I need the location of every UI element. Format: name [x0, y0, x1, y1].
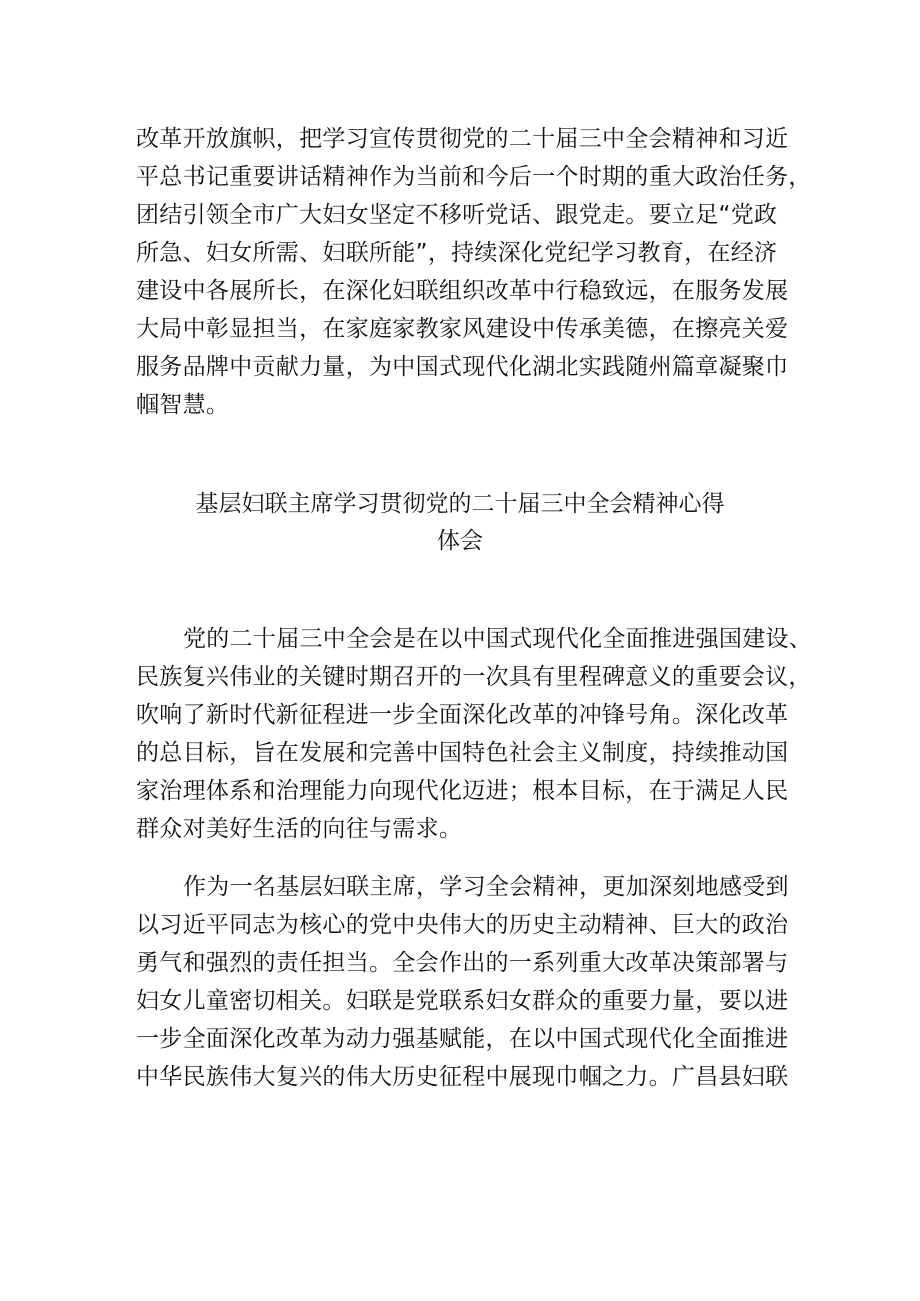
paragraph-line: 平总书记重要讲话精神作为当前和今后一个时期的重大政治任务， — [136, 164, 812, 190]
paragraph-line: 所急、妇女所需、妇联所能”，持续深化党纪学习教育，在经济 — [136, 240, 778, 266]
paragraph-line: 吹响了新时代新征程进一步全面深化改革的冲锋号角。深化改革 — [136, 702, 789, 728]
paragraph-line: 团结引领全市广大妇女坚定不移听党话、跟党走。要立足“党政 — [136, 202, 778, 228]
paragraph-line: 勇气和强烈的责任担当。全会作出的一系列重大改革决策部署与 — [136, 950, 789, 976]
title-line: 体会 — [437, 528, 483, 554]
paragraph-line: 一步全面深化改革为动力强基赋能，在以中国式现代化全面推进 — [136, 1026, 789, 1052]
title-line: 基层妇联主席学习贯彻党的二十届三中全会精神心得 — [195, 491, 725, 517]
paragraph-line: 大局中彰显担当，在家庭家教家风建设中传承美德，在擦亮关爱 — [136, 316, 789, 342]
paragraph-line: 中华民族伟大复兴的伟大历史征程中展现巾帼之力。广昌县妇联 — [136, 1064, 789, 1090]
paragraph-line: 改革开放旗帜，把学习宣传贯彻党的二十届三中全会精神和习近 — [136, 126, 789, 152]
paragraph-line: 作为一名基层妇联主席，学习全会精神，更加深刻地感受到 — [183, 874, 789, 900]
paragraph-line: 服务品牌中贡献力量，为中国式现代化湖北实践随州篇章凝聚巾 — [136, 354, 789, 380]
paragraph-line: 党的二十届三中全会是在以中国式现代化全面推进强国建设、 — [183, 626, 813, 652]
paragraph-line: 民族复兴伟业的关键时期召开的一次具有里程碑意义的重要会议， — [136, 664, 812, 690]
paragraph-line: 的总目标，旨在发展和完善中国特色社会主义制度，持续推动国 — [136, 740, 789, 766]
paragraph-line: 群众对美好生活的向往与需求。 — [136, 816, 463, 842]
paragraph-line: 建设中各展所长，在深化妇联组织改革中行稳致远，在服务发展 — [136, 278, 789, 304]
paragraph-line: 帼智慧。 — [136, 392, 230, 418]
paragraph-line: 妇女儿童密切相关。妇联是党联系妇女群众的重要力量，要以进 — [136, 988, 789, 1014]
paragraph-line: 以习近平同志为核心的党中央伟大的历史主动精神、巨大的政治 — [136, 912, 789, 938]
paragraph-line: 家治理体系和治理能力向现代化迈进；根本目标，在于满足人民 — [136, 778, 789, 804]
